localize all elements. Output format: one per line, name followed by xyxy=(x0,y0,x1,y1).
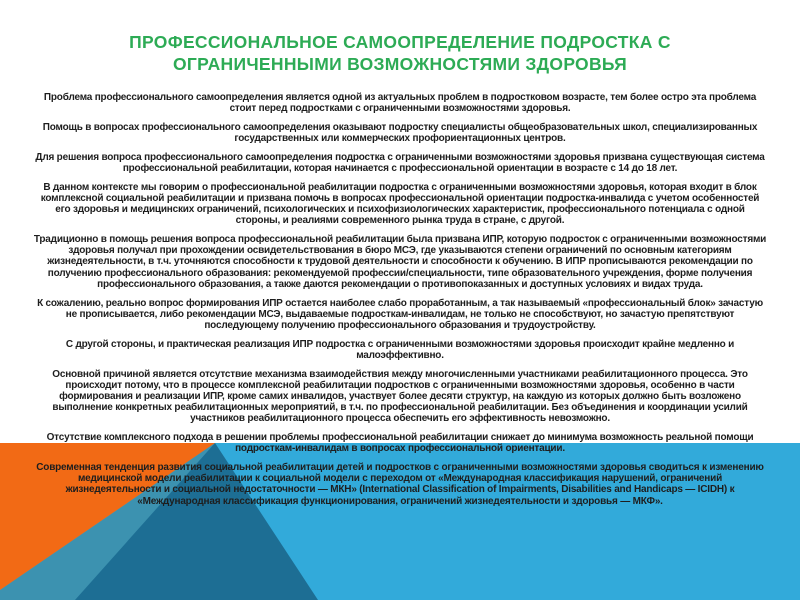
paragraph-9: Отсутствие комплексного подхода в решении проблемы профессиональной реабилитации снижает до минимума возможность реальной помощи подросткам-инвалидам в вопросах профессиональной ориентации. xyxy=(46,432,754,455)
paragraph-7: С другой стороны, и практическая реализация ИПР подростка с ограниченными возможностями здоровья происходит крайне медленно и малоэффективно. xyxy=(65,338,735,361)
paragraph-6: К сожалению, реально вопрос формирования ИПР остается наиболее слабо проработанным, а так называемый «профессиональный блок» зачастую не прописывается, либо рекомендации МСЭ, выдаваемые подросткам-инвалидам, не только не способствуют, но зачастую препятствуют последующему получению профессионального образования и трудоустройству. xyxy=(37,297,763,331)
paragraph-2: Помощь в вопросах профессионального самоопределения оказывают подростку специалисты общеобразовательных школ, специализированных государственных или коммерческих профориентационных центров. xyxy=(42,121,758,145)
paragraph-1: Проблема профессионального самоопределения является одной из актуальных проблем в подростковом возрасте, тем более остро эта проблема стоит перед подростками с ограниченными возможностями здоровья. xyxy=(43,92,757,115)
paragraph-3: Для решения вопроса профессионального самоопределения подростка с ограниченными возможностями здоровья призвана существующая система профессиональной реабилитации, которая начинается с профессиональной ориентации в возрасте с 14 до 18 лет. xyxy=(35,151,765,175)
slide-title: ПРОФЕССИОНАЛЬНОЕ САМООПРЕДЕЛЕНИЕ ПОДРОСТКА С ОГРАНИЧЕННЫМИ ВОЗМОЖНОСТЯМИ ЗДОРОВЬЯ xyxy=(129,32,671,74)
paragraph-5: Традиционно в помощь решения вопроса профессиональной реабилитации была призвана ИПР, которую подросток с ограниченными возможностями здоровья получал при прохождении освидетельствования в бюро МСЭ, где указываются степени ограничений по основным категориям жизнедеятельности, в т.ч. уточняются способности к трудовой деятельности и способности к обучению. В ИПР прописываются рекомендации по получению профессионального образования: рекомендуемой профессии/специальности, типе образовательного учреждения, форме получения профессионального образования, а также даются рекомендации о противопоказанных и доступных условиях и видах труда. xyxy=(33,234,767,290)
paragraph-8: Основной причиной является отсутствие механизма взаимодействия между многочисленными участниками реабилитационного процесса. Это происходит потому, что в процессе комплексной реабилитации подростков с ограниченными возможностями здоровья, особенно в части формирования и реализации ИПР, кроме самих инвалидов, участвует более десяти структур, на каждую из которых должно быть возложено выполнение конкретных реабилитационных мероприятий, в т.ч. по профессиональной реабилитации. Без объединения и координации усилий участников реабилитационного процесса обеспечить его эффективность невозможно. xyxy=(52,368,748,425)
body-text-block xyxy=(32,92,768,507)
paragraph-4: В данном контексте мы говорим о профессиональной реабилитации подростка с ограниченными возможностями здоровья, которая входит в блок комплексной социальной реабилитации и призвана помочь в вопросах профессиональной ориентации подростка-инвалида с учетом особенностей его здоровья и медицинских ограничений, психологических и психофизиологических характеристик, профессионального потенциала с одной стороны, и реалиями современного рынка труда в стране, с другой. xyxy=(40,181,760,227)
paragraph-10: Современная тенденция развития социальной реабилитации детей и подростков с ограниченными возможностями здоровья сводиться к изменению медицинской модели реабилитации к социальной модели с переходом от «Международная классификация нарушений, ограничений жизнедеятельности и социальной недостаточности — МКН» (International Classification of Impairments, Disabilities and Handicaps — ICIDH) к «Международная классификация функционирования, ограничений жизнедеятельности и здоровья — МКФ». xyxy=(36,461,764,507)
